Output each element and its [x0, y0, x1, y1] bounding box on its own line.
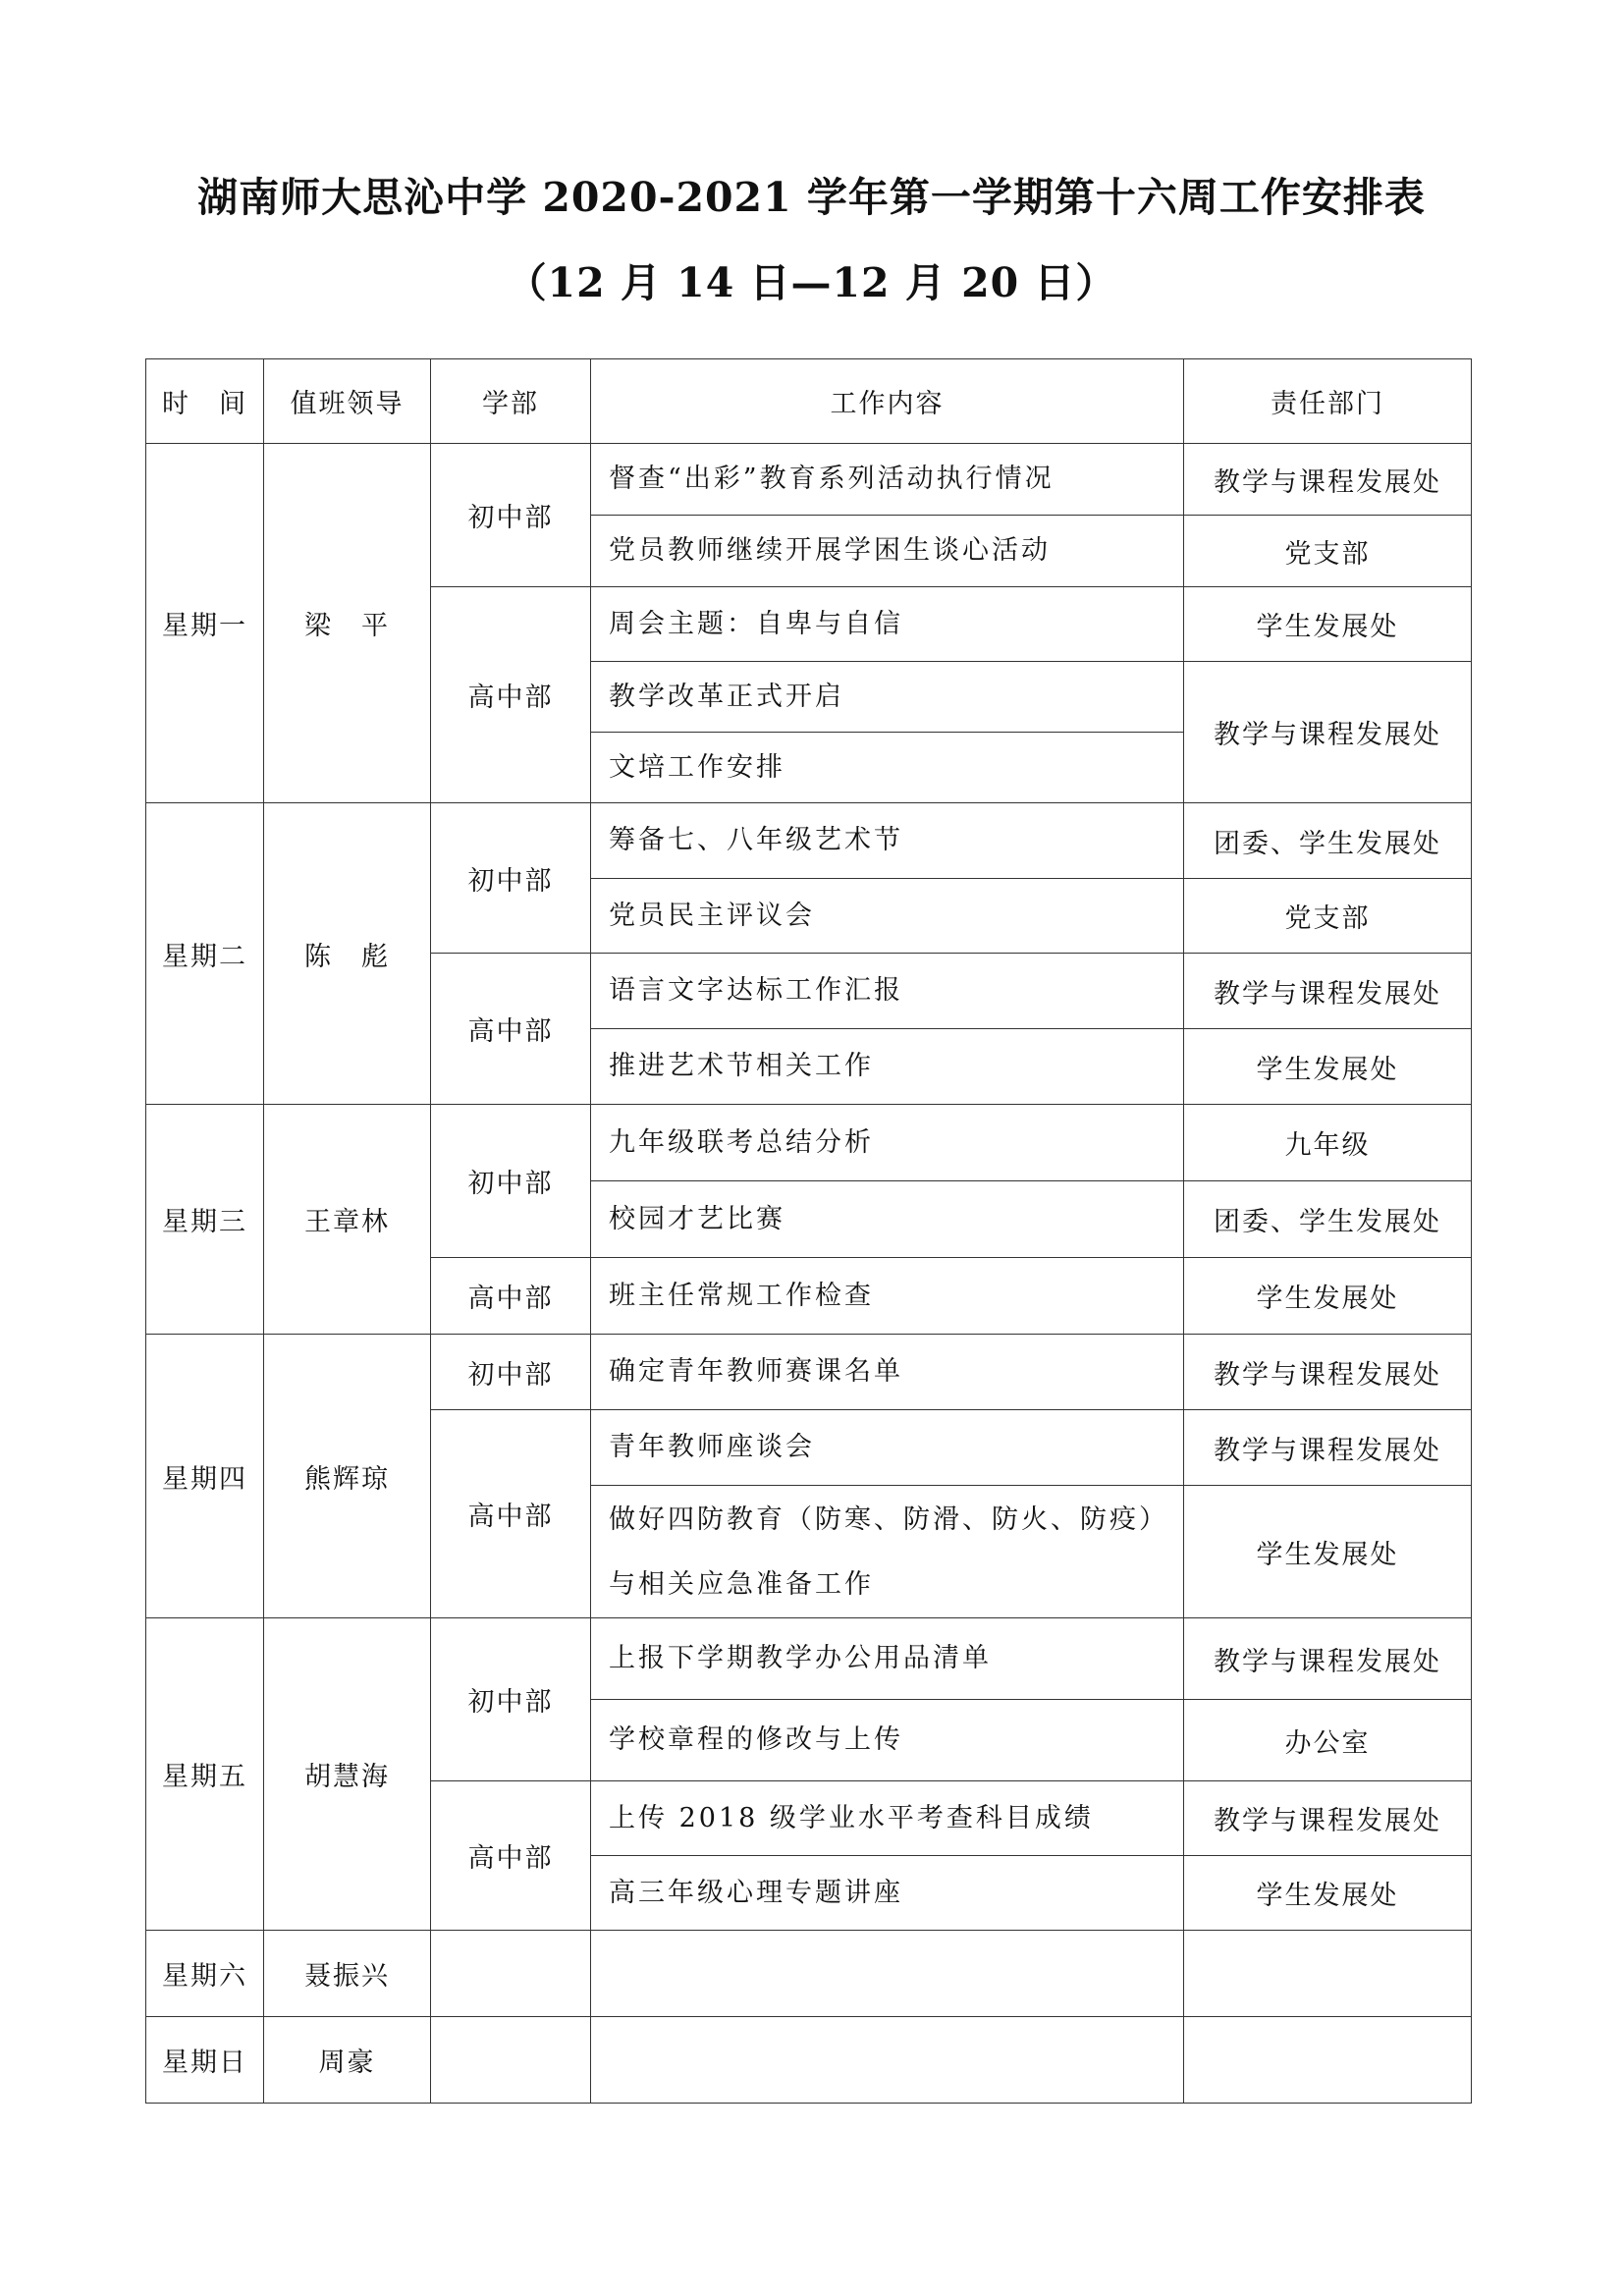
content-cell-empty — [591, 1931, 1184, 2017]
dept-cell-empty — [431, 1931, 591, 2017]
leader-cell: 王章林 — [264, 1105, 431, 1335]
content-cell-empty — [591, 2017, 1184, 2104]
responsible-cell: 教学与课程发展处 — [1184, 1781, 1472, 1856]
content-cell: 语言文字达标工作汇报 — [591, 954, 1184, 1029]
responsible-cell: 学生发展处 — [1184, 1029, 1472, 1105]
dept-cell: 初中部 — [431, 1105, 591, 1258]
day-cell: 星期六 — [146, 1931, 264, 2017]
header-content: 工作内容 — [591, 359, 1184, 444]
header-dept: 学部 — [431, 359, 591, 444]
responsible-cell-empty — [1184, 2017, 1472, 2104]
responsible-cell: 学生发展处 — [1184, 1258, 1472, 1335]
dept-cell: 高中部 — [431, 954, 591, 1105]
responsible-cell: 学生发展处 — [1184, 587, 1472, 662]
day-cell: 星期二 — [146, 803, 264, 1105]
responsible-cell: 学生发展处 — [1184, 1486, 1472, 1618]
content-cell: 上报下学期教学办公用品清单 — [591, 1618, 1184, 1700]
dept-cell: 初中部 — [431, 803, 591, 954]
table-row — [146, 2017, 1472, 2104]
table-row — [146, 1335, 1472, 1410]
table-header-row — [146, 359, 1472, 444]
schedule-table — [145, 358, 1472, 2104]
header-responsible: 责任部门 — [1184, 359, 1472, 444]
responsible-cell: 教学与课程发展处 — [1184, 1618, 1472, 1700]
content-cell: 校园才艺比赛 — [591, 1181, 1184, 1258]
responsible-cell: 九年级 — [1184, 1105, 1472, 1181]
header-leader: 值班领导 — [264, 359, 431, 444]
responsible-cell: 教学与课程发展处 — [1184, 662, 1472, 803]
table-row — [146, 803, 1472, 879]
table-row — [146, 1618, 1472, 1700]
dept-cell: 高中部 — [431, 1410, 591, 1618]
leader-cell: 胡慧海 — [264, 1618, 431, 1931]
responsible-cell: 党支部 — [1184, 879, 1472, 954]
responsible-cell: 教学与课程发展处 — [1184, 444, 1472, 516]
day-cell: 星期三 — [146, 1105, 264, 1335]
content-cell: 筹备七、八年级艺术节 — [591, 803, 1184, 879]
content-cell: 高三年级心理专题讲座 — [591, 1856, 1184, 1931]
dept-cell: 初中部 — [431, 1618, 591, 1781]
dept-cell: 高中部 — [431, 1258, 591, 1335]
responsible-cell: 团委、学生发展处 — [1184, 803, 1472, 879]
responsible-cell: 教学与课程发展处 — [1184, 954, 1472, 1029]
table-row — [146, 1105, 1472, 1181]
table-row — [146, 444, 1472, 516]
page-title: 湖南师大思沁中学 2020-2021 学年第一学期第十六周工作安排表 — [197, 174, 1426, 221]
dept-cell: 高中部 — [431, 587, 591, 803]
page-subtitle: （12 月 14 日—12 月 20 日） — [506, 259, 1117, 306]
day-cell: 星期日 — [146, 2017, 264, 2104]
responsible-cell: 学生发展处 — [1184, 1856, 1472, 1931]
responsible-cell: 党支部 — [1184, 516, 1472, 587]
content-cell: 学校章程的修改与上传 — [591, 1700, 1184, 1781]
responsible-cell: 教学与课程发展处 — [1184, 1335, 1472, 1410]
content-cell: 青年教师座谈会 — [591, 1410, 1184, 1486]
responsible-cell-empty — [1184, 1931, 1472, 2017]
leader-cell: 熊辉琼 — [264, 1335, 431, 1618]
content-cell: 教学改革正式开启 — [591, 662, 1184, 733]
dept-cell: 初中部 — [431, 444, 591, 587]
leader-cell: 陈 彪 — [264, 803, 431, 1105]
content-cell: 文培工作安排 — [591, 733, 1184, 803]
content-cell: 确定青年教师赛课名单 — [591, 1335, 1184, 1410]
content-cell: 推进艺术节相关工作 — [591, 1029, 1184, 1105]
day-cell: 星期五 — [146, 1618, 264, 1931]
table-row — [146, 1931, 1472, 2017]
responsible-cell: 办公室 — [1184, 1700, 1472, 1781]
content-cell: 上传 2018 级学业水平考查科目成绩 — [591, 1781, 1184, 1856]
dept-cell: 初中部 — [431, 1335, 591, 1410]
content-cell: 班主任常规工作检查 — [591, 1258, 1184, 1335]
leader-cell: 聂振兴 — [264, 1931, 431, 2017]
responsible-cell: 教学与课程发展处 — [1184, 1410, 1472, 1486]
content-cell: 党员民主评议会 — [591, 879, 1184, 954]
content-cell: 党员教师继续开展学困生谈心活动 — [591, 516, 1184, 587]
content-cell: 督查“出彩”教育系列活动执行情况 — [591, 444, 1184, 516]
content-cell: 九年级联考总结分析 — [591, 1105, 1184, 1181]
dept-cell-empty — [431, 2017, 591, 2104]
content-cell: 周会主题：自卑与自信 — [591, 587, 1184, 662]
leader-cell: 周豪 — [264, 2017, 431, 2104]
day-cell: 星期四 — [146, 1335, 264, 1618]
content-cell: 做好四防教育（防寒、防滑、防火、防疫）与相关应急准备工作 — [591, 1486, 1184, 1618]
dept-cell: 高中部 — [431, 1781, 591, 1931]
day-cell: 星期一 — [146, 444, 264, 803]
responsible-cell: 团委、学生发展处 — [1184, 1181, 1472, 1258]
leader-cell: 梁 平 — [264, 444, 431, 803]
header-time: 时 间 — [146, 359, 264, 444]
